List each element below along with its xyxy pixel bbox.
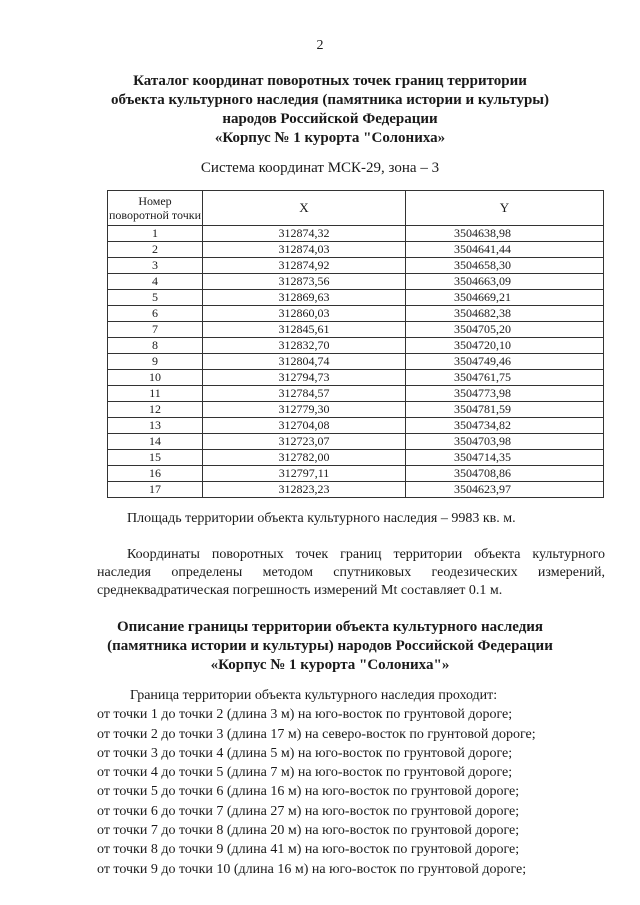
cell-x: 312782,00	[203, 450, 406, 466]
route-segment: от точки 3 до точки 4 (длина 5 м) на юго-восток по грунтовой дороге;	[97, 745, 513, 761]
coordinate-system: Система координат МСК-29, зона – 3	[200, 160, 440, 176]
table-header-row	[108, 191, 604, 226]
cell-y: 3504623,97	[406, 482, 604, 498]
cell-x: 312704,08	[203, 418, 406, 434]
table-row	[108, 242, 604, 258]
table-row	[108, 402, 604, 418]
table-row	[108, 450, 604, 466]
cell-x: 312874,03	[203, 242, 406, 258]
cell-point-number: 13	[108, 418, 203, 434]
table-row	[108, 370, 604, 386]
cell-point-number: 14	[108, 434, 203, 450]
cell-point-number: 8	[108, 338, 203, 354]
cell-x: 312784,57	[203, 386, 406, 402]
boundary-route	[97, 686, 617, 879]
cell-y: 3504708,86	[406, 466, 604, 482]
cell-point-number: 16	[108, 466, 203, 482]
cell-x: 312832,70	[203, 338, 406, 354]
cell-y: 3504669,21	[406, 290, 604, 306]
method-text: Координаты поворотных точек границ территории объекта культурного наследия определены методом спутниковых геодезических измерений, среднеквадратическая погрешность измерений Mt составляет 0.1 м.	[97, 547, 605, 598]
cell-point-number: 3	[108, 258, 203, 274]
cell-point-number: 11	[108, 386, 203, 402]
cell-x: 312869,63	[203, 290, 406, 306]
table-row	[108, 434, 604, 450]
page-number: 2	[316, 38, 324, 53]
route-segment: от точки 1 до точки 2 (длина 3 м) на юго-восток по грунтовой дороге;	[97, 707, 513, 723]
cell-point-number: 5	[108, 290, 203, 306]
cell-x: 312874,92	[203, 258, 406, 274]
route-segment: от точки 6 до точки 7 (длина 27 м) на юго-восток по грунтовой дороге;	[97, 803, 520, 819]
table-row	[108, 418, 604, 434]
cell-x: 312723,07	[203, 434, 406, 450]
catalog-title	[60, 72, 600, 148]
cell-point-number: 15	[108, 450, 203, 466]
coordinates-table	[107, 190, 604, 498]
table-body	[108, 226, 604, 498]
cell-x: 312845,61	[203, 322, 406, 338]
route-segment: от точки 4 до точки 5 (длина 7 м) на юго-восток по грунтовой дороге;	[97, 765, 513, 781]
cell-y: 3504638,98	[406, 226, 604, 242]
route-segment: от точки 2 до точки 3 (длина 17 м) на северо-восток по грунтовой дороге;	[97, 726, 536, 742]
cell-point-number: 9	[108, 354, 203, 370]
cell-point-number: 2	[108, 242, 203, 258]
cell-point-number: 4	[108, 274, 203, 290]
cell-point-number: 12	[108, 402, 203, 418]
table-row	[108, 290, 604, 306]
cell-x: 312873,56	[203, 274, 406, 290]
table-row	[108, 322, 604, 338]
cell-y: 3504705,20	[406, 322, 604, 338]
cell-point-number: 7	[108, 322, 203, 338]
catalog-title-line: народов Российской Федерации	[222, 111, 438, 127]
cell-point-number: 10	[108, 370, 203, 386]
catalog-title-line: объекта культурного наследия (памятника истории и культуры)	[110, 92, 549, 108]
table-row	[108, 482, 604, 498]
cell-y: 3504663,09	[406, 274, 604, 290]
route-intro: Граница территории объекта культурного наследия проходит:	[130, 688, 498, 703]
table-row	[108, 338, 604, 354]
cell-point-number: 17	[108, 482, 203, 498]
route-segment: от точки 7 до точки 8 (длина 20 м) на юго-восток по грунтовой дороге;	[97, 823, 520, 839]
cell-y: 3504720,10	[406, 338, 604, 354]
header-point-number: Номер поворотной точки	[108, 191, 203, 226]
cell-y: 3504749,46	[406, 354, 604, 370]
cell-y: 3504714,35	[406, 450, 604, 466]
description-title-line: (памятника истории и культуры) народов Российской Федерации	[107, 638, 553, 654]
cell-x: 312794,73	[203, 370, 406, 386]
cell-y: 3504781,59	[406, 402, 604, 418]
cell-x: 312779,30	[203, 402, 406, 418]
cell-y: 3504773,98	[406, 386, 604, 402]
cell-x: 312874,32	[203, 226, 406, 242]
cell-x: 312860,03	[203, 306, 406, 322]
header-y: Y	[406, 191, 604, 226]
cell-y: 3504734,82	[406, 418, 604, 434]
cell-x: 312804,74	[203, 354, 406, 370]
table-row	[108, 258, 604, 274]
catalog-title-line: Каталог координат поворотных точек границ территории	[133, 73, 527, 89]
cell-y: 3504682,38	[406, 306, 604, 322]
description-title-line: «Корпус № 1 курорта "Солониха"»	[210, 657, 450, 673]
cell-y: 3504703,98	[406, 434, 604, 450]
table-row	[108, 466, 604, 482]
description-title	[60, 618, 600, 675]
route-segment: от точки 5 до точки 6 (длина 16 м) на юго-восток по грунтовой дороге;	[97, 784, 520, 800]
cell-point-number: 6	[108, 306, 203, 322]
table-row	[108, 386, 604, 402]
description-title-line: Описание границы территории объекта культурного наследия	[116, 619, 544, 635]
method-paragraph	[97, 546, 605, 600]
cell-x: 312823,23	[203, 482, 406, 498]
table-row	[108, 226, 604, 242]
cell-y: 3504761,75	[406, 370, 604, 386]
cell-y: 3504658,30	[406, 258, 604, 274]
catalog-title-line: «Корпус № 1 курорта "Солониха»	[214, 130, 446, 146]
table-row	[108, 306, 604, 322]
cell-x: 312797,11	[203, 466, 406, 482]
route-segment: от точки 8 до точки 9 (длина 41 м) на юго-восток по грунтовой дороге;	[97, 842, 520, 858]
route-segment: от точки 9 до точки 10 (длина 16 м) на юго-восток по грунтовой дороге;	[97, 861, 527, 877]
table-row	[108, 354, 604, 370]
area-text: Площадь территории объекта культурного наследия – 9983 кв. м.	[127, 511, 516, 526]
table-row	[108, 274, 604, 290]
header-x: X	[203, 191, 406, 226]
cell-point-number: 1	[108, 226, 203, 242]
cell-y: 3504641,44	[406, 242, 604, 258]
